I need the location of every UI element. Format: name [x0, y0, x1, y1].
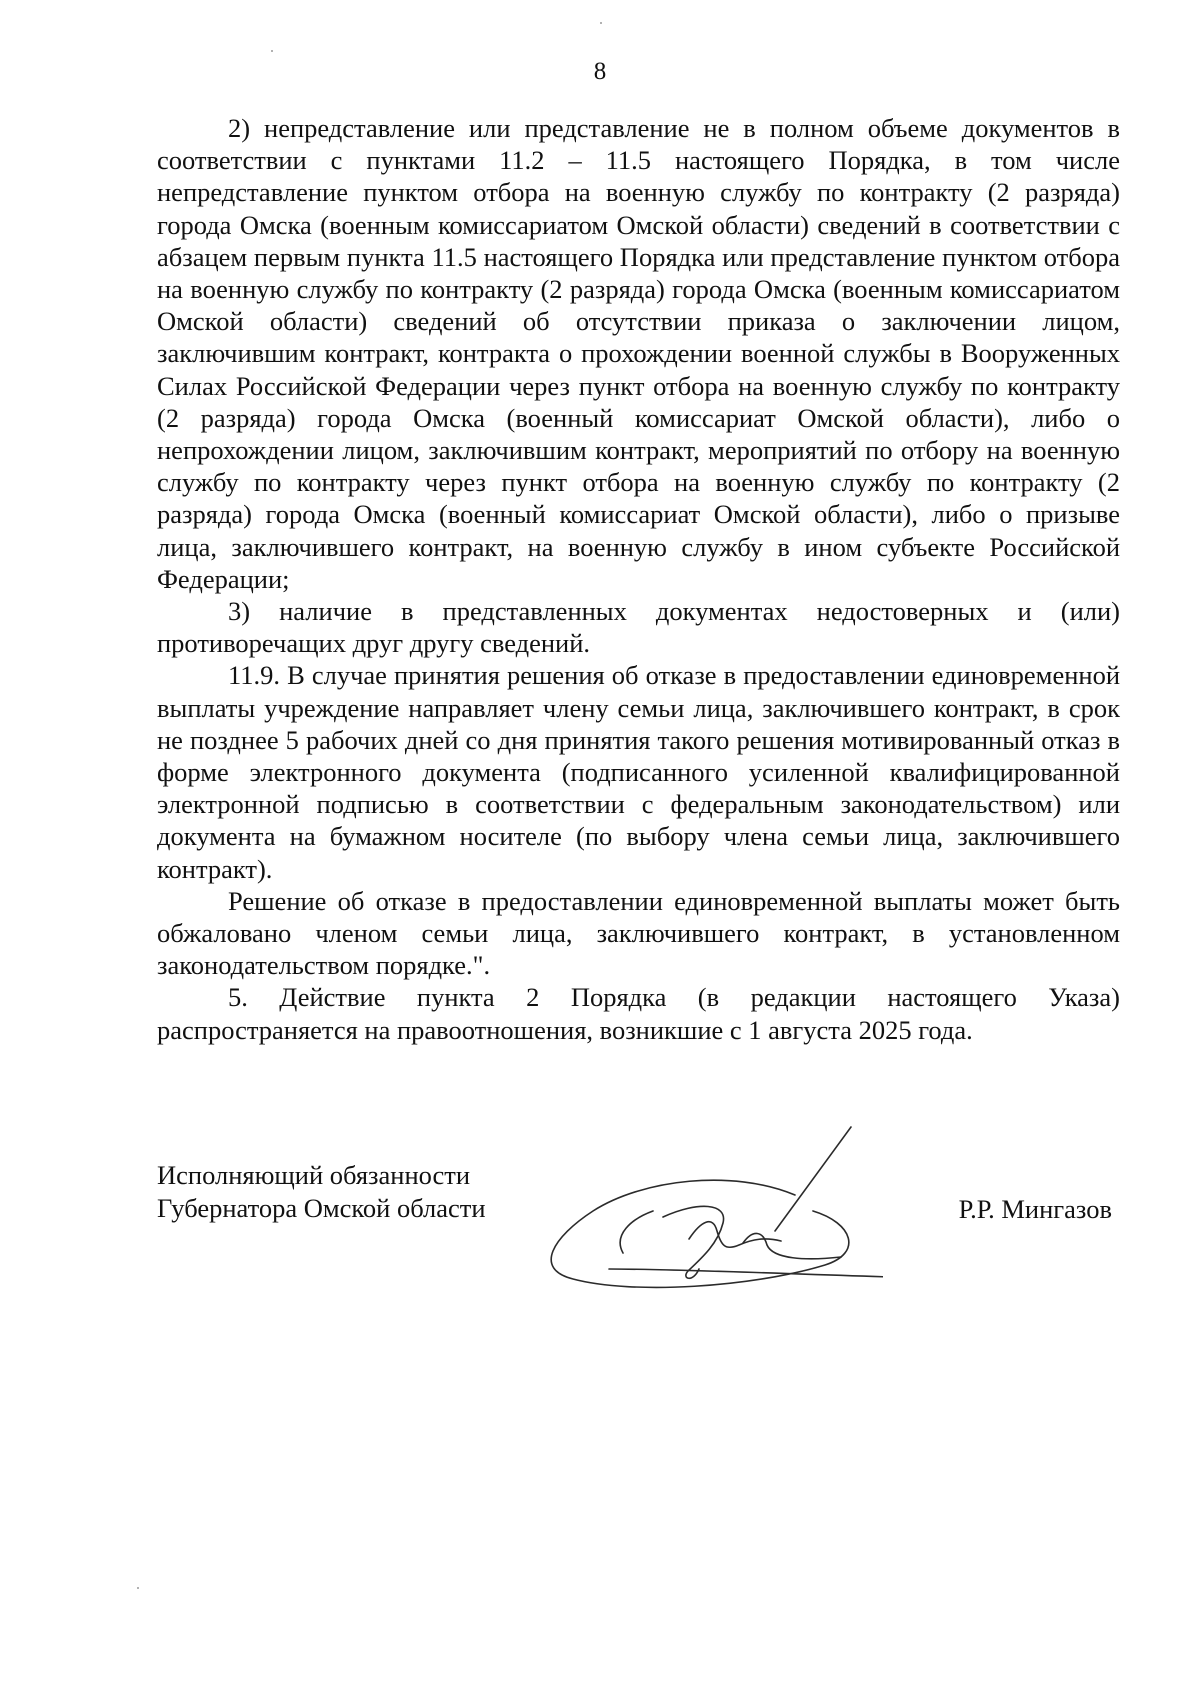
handwritten-signature — [513, 1119, 883, 1299]
signatory-name: Р.Р. Мингазов — [958, 1194, 1112, 1224]
scan-artifact-dot — [271, 50, 273, 52]
signature-block — [157, 1159, 1120, 1319]
signatory-title-line-2: Губернатора Омской области — [157, 1193, 486, 1223]
scan-artifact-dot — [137, 1587, 139, 1589]
paragraph-item-2-grounds: 2) непредставление или представление не в полном объеме документов в соответствии с пунктами 11.2 – 11.5 настоящего Порядка, в том числе непредставление пунктом отбора на военную службу по контракту (2 разряда) города Омска (военным комиссариатом Омской области) сведений в соответствии с абзацем первым пункта 11.5 настоящего Порядка или представление пунктом отбора на военную службу по контракту (2 разряда) города Омска (военным комиссариатом Омской области) сведений об отсутствии приказа о заключении лицом, заключившим контракт, контракта о прохождении военной службы в Вооруженных Силах Российской Федерации через пункт отбора на военную службу по контракту (2 разряда) города Омска (военный комиссариат Омской области), либо о непрохождении лицом, заключившим контракт, мероприятий по отбору на военную службу по контракту через пункт отбора на военную службу по контракту (2 разряда) города Омска (военный комиссариат Омской области), либо о призыве лица, заключившего контракт, на военную службу в ином субъекте Российской Федерации; — [157, 113, 1120, 594]
signatory-title — [157, 1159, 486, 1225]
signatory-title-line-1: Исполняющий обязанности — [157, 1160, 471, 1190]
paragraph-appeal: Решение об отказе в предоставлении единовременной выплаты может быть обжаловано членом семьи лица, заключившего контракт, в установленном законодательством порядке.". — [157, 885, 1120, 981]
page-number: 8 — [593, 58, 607, 85]
paragraph-clause-11-9: 11.9. В случае принятия решения об отказе в предоставлении единовременной выплаты учреждение направляет члену семьи лица, заключившего контракт, в срок не позднее 5 рабочих дней со дня принятия такого решения мотивированный отказ в форме электронного документа (подписанного усиленной квалифицированной электронной подписью в соответствии с федеральным законодательством) или документа на бумажном носителе (по выбору члена семьи лица, заключившего контракт). — [157, 660, 1120, 884]
paragraph-item-3-grounds: 3) наличие в представленных документах недостоверных и (или) противоречащих друг другу сведений. — [157, 596, 1120, 659]
scan-artifact-dot — [600, 22, 602, 24]
document-body — [157, 112, 1120, 1046]
paragraph-clause-5-effect: 5. Действие пункта 2 Порядка (в редакции настоящего Указа) распространяется на правоотношения, возникшие с 1 августа 2025 года. — [157, 982, 1120, 1045]
